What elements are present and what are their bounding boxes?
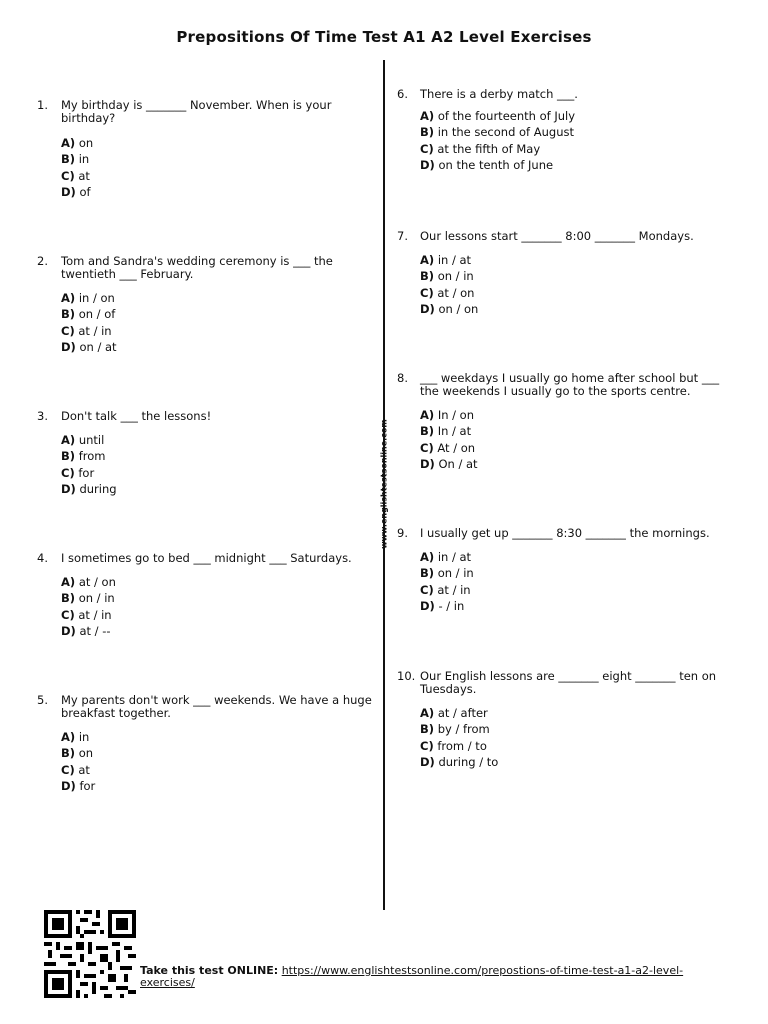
option-d[interactable]: D) for: [61, 778, 96, 793]
option-d[interactable]: D) at / --: [61, 623, 111, 638]
option-a[interactable]: A) in / at: [420, 253, 472, 267]
option-a[interactable]: A) in / on: [61, 291, 115, 305]
option-c[interactable]: C) at: [61, 762, 90, 777]
question-stem: Tom and Sandra's wedding ceremony is ___ the twentieth ___ February.: [61, 254, 333, 281]
question-number: 8.: [397, 371, 408, 385]
option-c[interactable]: C) at / in: [420, 582, 471, 597]
question-number: 6.: [397, 87, 408, 101]
test-url-link[interactable]: https://www.englishtestsonline.com/prepostions-of-time-test-a1-a2-level-exercises/: [140, 964, 684, 989]
option-list: [420, 110, 575, 175]
option-c[interactable]: C) from / to: [420, 738, 487, 753]
option-d[interactable]: D) of: [61, 184, 91, 199]
site-watermark: www.englishtestsonline.com: [379, 419, 389, 549]
option-d[interactable]: D) during: [61, 481, 117, 496]
question-stem: My birthday is _______ November. When is your birthday?: [61, 98, 332, 125]
question-number: 10.: [397, 669, 416, 683]
question-stem: There is a derby match ___.: [420, 87, 578, 101]
option-a[interactable]: A) In / on: [420, 408, 475, 422]
option-list: [420, 707, 498, 772]
option-b[interactable]: B) on / in: [420, 269, 474, 284]
option-c[interactable]: C) at / in: [61, 607, 112, 622]
option-b[interactable]: B) from: [61, 449, 106, 464]
question-stem: My parents don't work ___ weekends. We have a huge breakfast together.: [61, 693, 372, 720]
option-b[interactable]: B) by / from: [420, 722, 490, 737]
option-d[interactable]: D) On / at: [420, 456, 478, 471]
qr-code-icon: [44, 910, 136, 998]
option-list: [61, 137, 93, 202]
option-c[interactable]: C) At / on: [420, 440, 476, 455]
question-stem: I sometimes go to bed ___ midnight ___ Saturdays.: [61, 551, 352, 565]
option-b[interactable]: B) in: [61, 152, 90, 167]
option-list: [420, 551, 474, 616]
option-b[interactable]: B) In / at: [420, 424, 472, 439]
option-d[interactable]: D) on the tenth of June: [420, 157, 554, 172]
option-a[interactable]: A) at / on: [61, 575, 116, 589]
option-a[interactable]: A) until: [61, 433, 105, 447]
option-d[interactable]: D) on / at: [61, 339, 117, 354]
question-number: 4.: [37, 551, 48, 565]
footer-label: Take this test ONLINE:: [140, 964, 279, 977]
option-b[interactable]: B) in the second of August: [420, 125, 575, 140]
option-list: [61, 292, 117, 357]
question-number: 7.: [397, 229, 408, 243]
option-list: [420, 409, 478, 474]
option-c[interactable]: C) for: [61, 465, 95, 480]
option-a[interactable]: A) at / after: [420, 706, 488, 720]
option-c[interactable]: C) at: [61, 168, 90, 183]
option-c[interactable]: C) at / on: [420, 285, 475, 300]
option-b[interactable]: B) on / of: [61, 307, 116, 322]
question-number: 3.: [37, 409, 48, 423]
option-b[interactable]: B) on: [61, 746, 94, 761]
question-number: 1.: [37, 98, 48, 112]
option-a[interactable]: A) in / at: [420, 550, 472, 564]
option-d[interactable]: D) - / in: [420, 598, 465, 613]
option-list: [61, 434, 117, 499]
option-list: [61, 731, 95, 796]
option-a[interactable]: A) on: [61, 136, 94, 150]
question-stem: Don't talk ___ the lessons!: [61, 409, 212, 423]
question-number: 2.: [37, 254, 48, 268]
question-stem: I usually get up _______ 8:30 _______ the mornings.: [420, 526, 710, 540]
question-stem: ___ weekdays I usually go home after school but ___ the weekends I usually go to the sports centre.: [420, 371, 720, 398]
option-a[interactable]: A) of the fourteenth of July: [420, 109, 576, 123]
question-number: 9.: [397, 526, 408, 540]
option-list: [420, 254, 478, 319]
question-stem: Our English lessons are _______ eight _______ ten on Tuesdays.: [420, 669, 717, 696]
option-c[interactable]: C) at the fifth of May: [420, 141, 541, 156]
option-d[interactable]: D) on / on: [420, 301, 479, 316]
option-c[interactable]: C) at / in: [61, 323, 112, 338]
option-d[interactable]: D) during / to: [420, 754, 499, 769]
option-a[interactable]: A) in: [61, 730, 90, 744]
footer-online-link: [140, 965, 700, 989]
option-b[interactable]: B) on / in: [61, 591, 115, 606]
question-stem: Our lessons start _______ 8:00 _______ Mondays.: [420, 229, 694, 243]
page-title: Prepositions Of Time Test A1 A2 Level Exercises: [176, 28, 592, 46]
question-number: 5.: [37, 693, 48, 707]
option-list: [61, 576, 116, 641]
option-b[interactable]: B) on / in: [420, 566, 474, 581]
